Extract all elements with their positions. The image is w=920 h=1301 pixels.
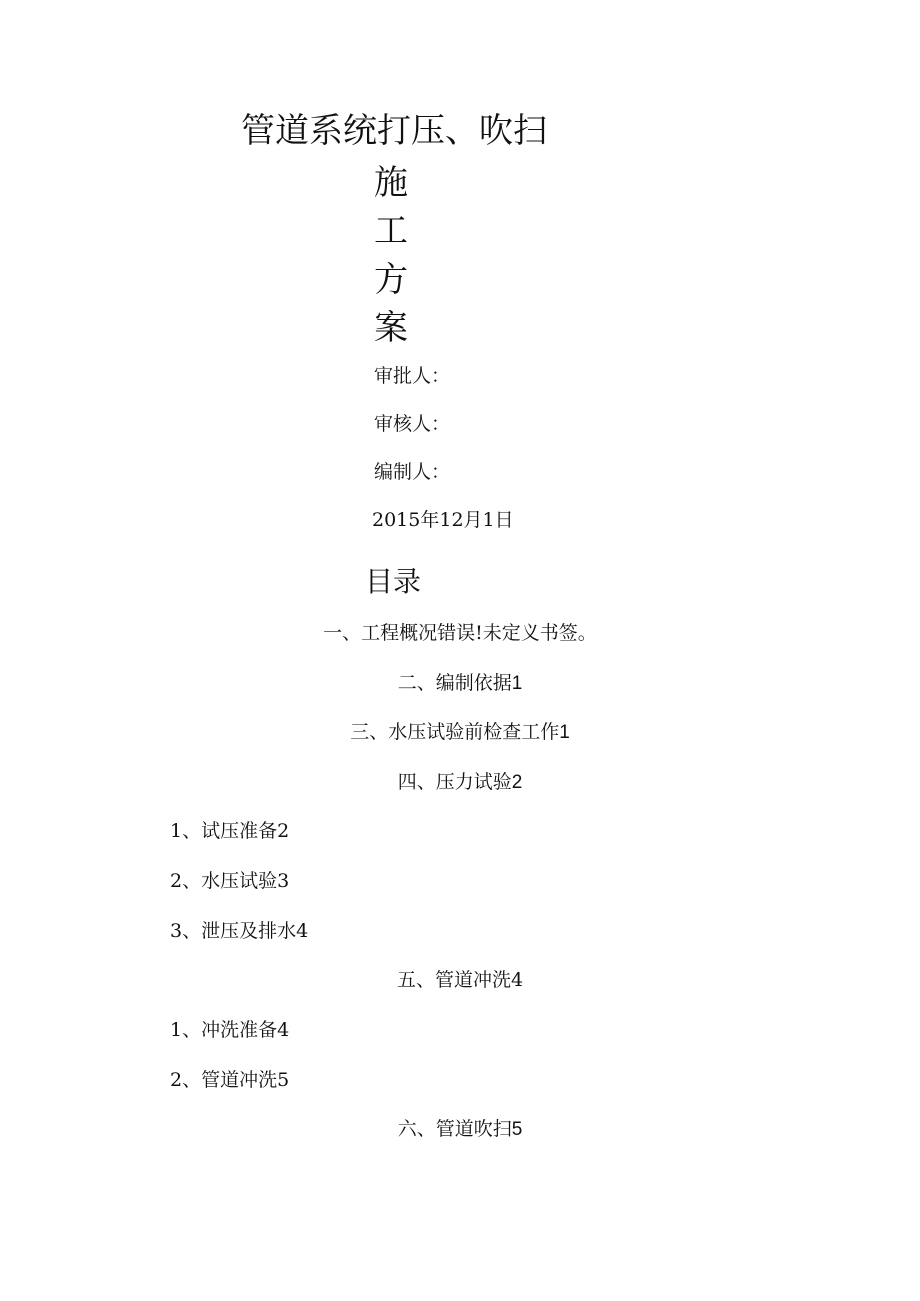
- toc-heading: 目录: [365, 565, 422, 598]
- toc-subentry: [170, 872, 289, 891]
- cover-title-char: 案: [374, 308, 408, 348]
- toc-subentry: [170, 1071, 289, 1090]
- toc-entry-text: 2、水压试验: [170, 870, 278, 892]
- toc-entry-page: 1: [511, 673, 523, 694]
- toc-entry-text: 六、管道吹扫: [397, 1118, 512, 1140]
- toc-entry-text: 1、试压准备: [170, 820, 278, 842]
- toc-entry: [0, 674, 920, 693]
- toc-entry: [0, 971, 920, 990]
- toc-entry-text: 2、管道冲洗: [170, 1069, 278, 1091]
- toc-subentry: [170, 922, 308, 941]
- toc-entry-text: 3、泄压及排水: [170, 920, 297, 942]
- toc-entry-text: 五、管道冲洗: [396, 969, 511, 991]
- cover-title-line: 管道系统打压、吹扫: [241, 111, 547, 151]
- cover-title-char: 施: [374, 163, 408, 203]
- toc-entry-text: 1、冲洗准备: [170, 1019, 278, 1041]
- toc-entry-page: 3: [277, 870, 290, 892]
- toc-entry-page: 4: [277, 1019, 290, 1041]
- toc-entry: [0, 1120, 920, 1139]
- toc-entry-page: 5: [511, 1119, 523, 1140]
- toc-entry: [0, 723, 920, 742]
- toc-entry-page: 5: [277, 1069, 290, 1091]
- toc-entry: [0, 773, 920, 792]
- toc-entry-page: 2: [277, 820, 290, 842]
- toc-subentry: [170, 1021, 289, 1040]
- toc-entry-text: 一、工程概况错误!未定义书签。: [323, 622, 597, 644]
- toc-entry-page: 2: [511, 772, 523, 793]
- document-date: 2015年12月1日: [372, 509, 514, 531]
- reviewer-label: 审核人：: [374, 413, 451, 435]
- toc-entry-text: 四、压力试验: [397, 771, 512, 793]
- cover-title-char: 方: [374, 260, 408, 300]
- cover-title-char: 工: [374, 211, 408, 251]
- compiler-label: 编制人：: [374, 461, 451, 483]
- toc-entry-page: 4: [510, 969, 524, 991]
- toc-entry: [0, 624, 920, 643]
- approver-label: 审批人：: [374, 365, 451, 387]
- toc-subentry: [170, 822, 289, 841]
- toc-entry-page: 4: [296, 920, 309, 942]
- toc-entry-text: 三、水压试验前检查工作: [350, 721, 560, 743]
- toc-entry-text: 二、编制依据: [397, 672, 512, 694]
- toc-entry-page: 1: [559, 722, 570, 743]
